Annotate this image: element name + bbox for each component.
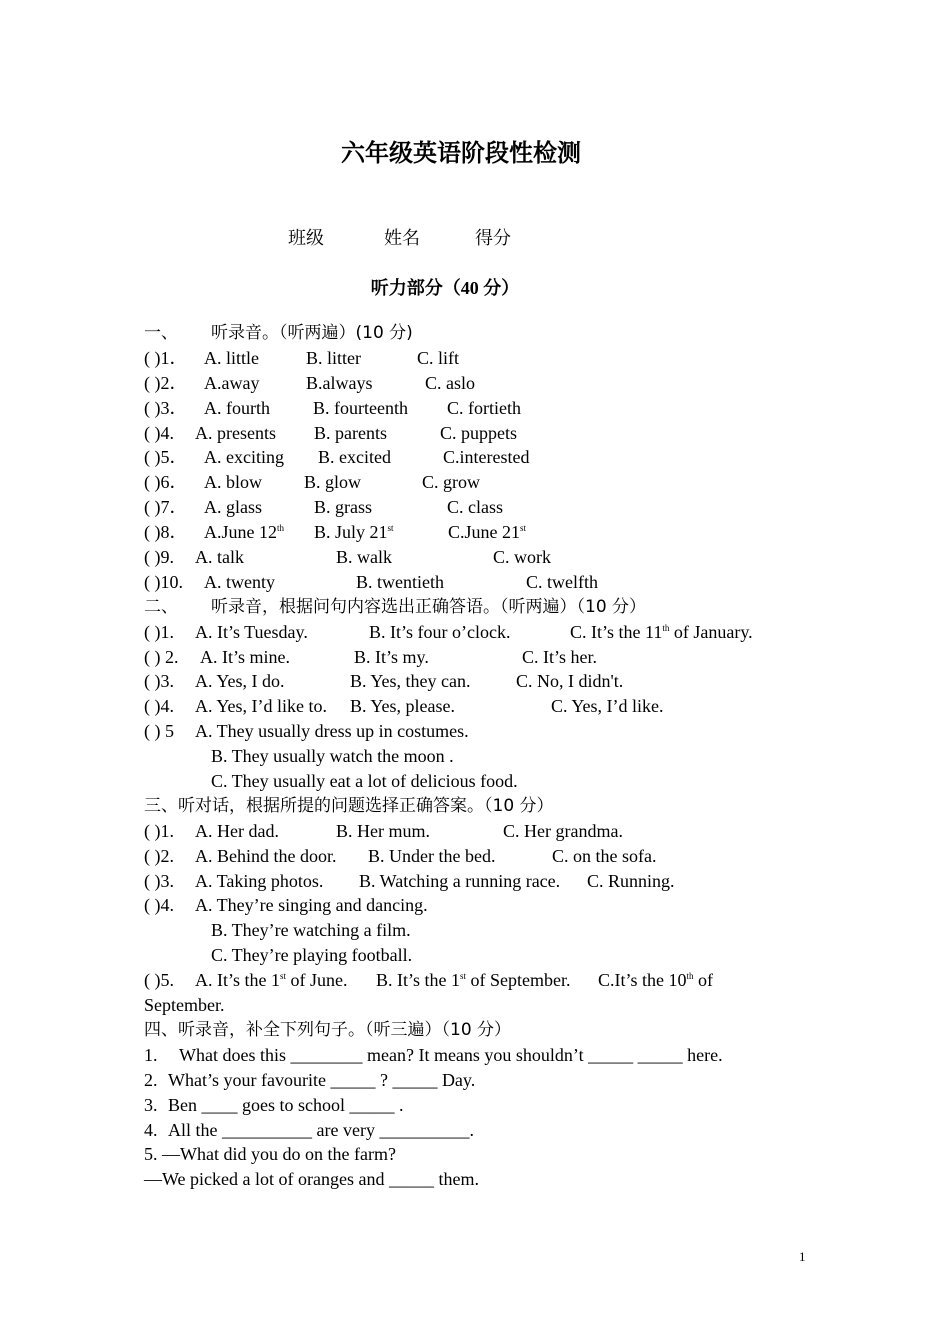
option-c: C. work (493, 547, 551, 568)
question-number: ( )1. (144, 621, 174, 642)
option-a: A. glass (204, 497, 262, 518)
question-number: 3. (144, 1094, 158, 1115)
option-a-text: A.June 12 (204, 522, 277, 543)
question-number: ( )2． (144, 372, 188, 393)
s3-question-4-option-c (144, 943, 804, 968)
s1-question-4 (144, 421, 804, 446)
section-3-heading (144, 794, 804, 819)
ordinal-suffix: st (280, 971, 287, 982)
ordinal-suffix: st (460, 971, 467, 982)
option-b: B. litter (306, 347, 361, 368)
option-b-text: B. It’s the 1 (376, 970, 460, 991)
option-b: B. They usually watch the moon . (211, 746, 454, 767)
question-number: ( )1. (144, 820, 174, 841)
s4-question-5-answer (144, 1167, 804, 1192)
option-a: A. fourth (204, 397, 270, 418)
s4-question-2 (144, 1068, 804, 1093)
s1-question-2 (144, 371, 804, 396)
question-number: ( )4. (144, 422, 174, 443)
question-number: ( )1． (144, 347, 188, 368)
ordinal-suffix: st (520, 523, 527, 534)
option-b: B. Yes, they can. (350, 671, 471, 692)
s4-question-5 (144, 1142, 804, 1167)
question-number: ( )8． (144, 522, 188, 543)
section-2-title: 听录音，根据问句内容选出正确答语。（听两遍）（10 分） (211, 596, 647, 617)
question-number: 4. (144, 1119, 158, 1140)
option-b: B. excited (318, 447, 391, 468)
option-c: C. Running. (587, 870, 675, 891)
option-a-text-end: of June. (286, 970, 348, 991)
s2-question-5-option-b (144, 744, 804, 769)
s1-question-6 (144, 470, 804, 495)
question-text: 5. —What did you do on the farm? (144, 1144, 396, 1165)
option-c: C. on the sofa. (552, 845, 657, 866)
option-a: A. little (204, 347, 259, 368)
question-number: ( )10. (144, 571, 183, 592)
option-b: B.always (306, 372, 373, 393)
option-a: A. It’s mine. (200, 646, 290, 667)
option-a: A. exciting (204, 447, 284, 468)
section-1-heading (144, 321, 804, 346)
option-c-text: C. It’s the 11 (570, 621, 663, 642)
question-number: 1. (144, 1044, 158, 1065)
answer-text: —We picked a lot of oranges and _____ them. (144, 1169, 479, 1190)
score-label: 得分 (475, 228, 511, 249)
option-c (448, 520, 526, 545)
s3-question-5 (144, 968, 804, 993)
s1-question-9 (144, 545, 804, 570)
option-c: C. puppets (440, 422, 518, 443)
option-c: C. lift (417, 347, 460, 368)
option-b: B. glow (304, 472, 362, 493)
question-text: Ben ____ goes to school _____ . (168, 1094, 404, 1115)
s3-question-1 (144, 819, 804, 844)
question-text: What does this ________ mean? It means you shouldn’t _____ _____ here. (179, 1044, 723, 1065)
option-c-continued: September. (144, 995, 225, 1016)
question-number: ( ) 2. (144, 646, 179, 667)
section-2-number: 二、 (144, 596, 178, 617)
option-b: B. Yes, please. (350, 696, 456, 717)
question-text: All the __________ are very __________. (168, 1119, 474, 1140)
s3-question-2 (144, 844, 804, 869)
s4-question-3 (144, 1093, 804, 1118)
option-a: A. presents (195, 422, 276, 443)
option-b-text-end: of September. (466, 970, 571, 991)
page-title: 六年级英语阶段性检测 (341, 138, 581, 167)
section-2-heading (144, 595, 804, 620)
s3-question-5-continued (144, 993, 804, 1018)
option-b: B. Her mum. (336, 820, 430, 841)
option-a: A. talk (195, 547, 244, 568)
option-c (570, 620, 753, 645)
s1-question-5 (144, 445, 804, 470)
option-b: B. parents (314, 422, 387, 443)
question-number: ( )3． (144, 397, 188, 418)
option-c (598, 968, 713, 993)
option-c: C. They’re playing football. (211, 945, 413, 966)
option-a: A. blow (204, 472, 262, 493)
question-number: ( )5． (144, 447, 188, 468)
question-number: ( )3. (144, 671, 174, 692)
question-text: What’s your favourite _____ ? _____ Day. (168, 1069, 476, 1090)
option-b: B. twentieth (356, 571, 444, 592)
s2-question-5 (144, 719, 804, 744)
question-number: ( ) 5 (144, 721, 174, 742)
ordinal-suffix: th (686, 971, 694, 982)
s2-question-1 (144, 620, 804, 645)
option-c: C. Yes, I’d like. (551, 696, 664, 717)
option-a-text: A. It’s the 1 (195, 970, 280, 991)
option-c: C. No, I didn't. (516, 671, 624, 692)
option-a (204, 520, 284, 545)
section-4-heading (144, 1018, 804, 1043)
option-a: A. Her dad. (195, 820, 279, 841)
option-a: A.away (204, 372, 260, 393)
question-number: ( )5. (144, 970, 174, 991)
option-b: B. fourteenth (313, 397, 408, 418)
option-a: A. Yes, I’d like to. (195, 696, 328, 717)
section-1-title: 听录音。（听两遍）(10 分) (211, 323, 413, 343)
question-number: 2. (144, 1069, 158, 1090)
option-a: A. Behind the door. (195, 845, 337, 866)
s1-question-3 (144, 396, 804, 421)
s1-question-1 (144, 346, 804, 371)
option-c: C. twelfth (526, 571, 598, 592)
question-number: ( )3. (144, 870, 174, 891)
s1-question-8 (144, 520, 804, 545)
option-b: B. Under the bed. (368, 845, 496, 866)
s2-question-3 (144, 669, 804, 694)
question-number: ( )9. (144, 547, 174, 568)
option-c-text: C.It’s the 10 (598, 970, 687, 991)
s3-question-3 (144, 869, 804, 894)
option-c: C. Her grandma. (503, 820, 623, 841)
option-c: C.interested (443, 447, 530, 468)
option-b: B. It’s four o’clock. (369, 621, 511, 642)
ordinal-suffix: st (387, 523, 394, 534)
option-c-text-end: of (693, 970, 714, 991)
s3-question-4 (144, 893, 804, 918)
option-c-text-end: of January. (669, 621, 753, 642)
option-c: C. grow (422, 472, 480, 493)
option-b: B. They’re watching a film. (211, 920, 411, 941)
question-number: ( )4. (144, 696, 174, 717)
option-b: B. Watching a running race. (359, 870, 561, 891)
option-a: A. It’s Tuesday. (195, 621, 308, 642)
option-a: A. twenty (204, 571, 275, 592)
question-number: ( )6． (144, 472, 188, 493)
ordinal-suffix: th (662, 622, 670, 633)
s3-question-4-option-b (144, 918, 804, 943)
page-number: 1 (799, 1249, 806, 1264)
option-c-text: C.June 21 (448, 522, 520, 543)
option-a: A. Taking photos. (195, 870, 324, 891)
option-c: C. fortieth (447, 397, 521, 418)
question-number: ( )2. (144, 845, 174, 866)
question-number: ( )7． (144, 497, 188, 518)
option-a: A. Yes, I do. (195, 671, 285, 692)
name-label: 姓名 (384, 228, 420, 249)
s2-question-2 (144, 645, 804, 670)
option-a (195, 968, 348, 993)
option-b: B. grass (314, 497, 372, 518)
option-c: C. aslo (425, 372, 476, 393)
s1-question-7 (144, 495, 804, 520)
option-a: A. They’re singing and dancing. (195, 895, 428, 916)
option-c: C. It’s her. (522, 646, 597, 667)
option-a: A. They usually dress up in costumes. (195, 721, 469, 742)
section-3-title: 三、听对话，根据所提的问题选择正确答案。（10 分） (144, 795, 554, 816)
option-b: B. It’s my. (354, 646, 429, 667)
question-number: ( )4. (144, 895, 174, 916)
exam-body (144, 321, 804, 1192)
section-4-title: 四、听录音，补全下列句子。（听三遍）（10 分） (144, 1019, 512, 1040)
ordinal-suffix: th (277, 523, 285, 534)
s4-question-4 (144, 1118, 804, 1143)
s1-question-10 (144, 570, 804, 595)
s4-question-1 (144, 1043, 804, 1068)
option-b-text: B. July 21 (314, 522, 388, 543)
listening-section-header: 听力部分（40 分） (370, 278, 520, 298)
option-b (376, 968, 571, 993)
option-c: C. class (447, 497, 503, 518)
option-c: C. They usually eat a lot of delicious food. (211, 771, 518, 792)
section-1-number: 一、 (144, 323, 178, 343)
s2-question-4 (144, 694, 804, 719)
option-b (314, 520, 394, 545)
s2-question-5-option-c (144, 769, 804, 794)
class-label: 班级 (288, 228, 324, 249)
option-b: B. walk (336, 547, 392, 568)
